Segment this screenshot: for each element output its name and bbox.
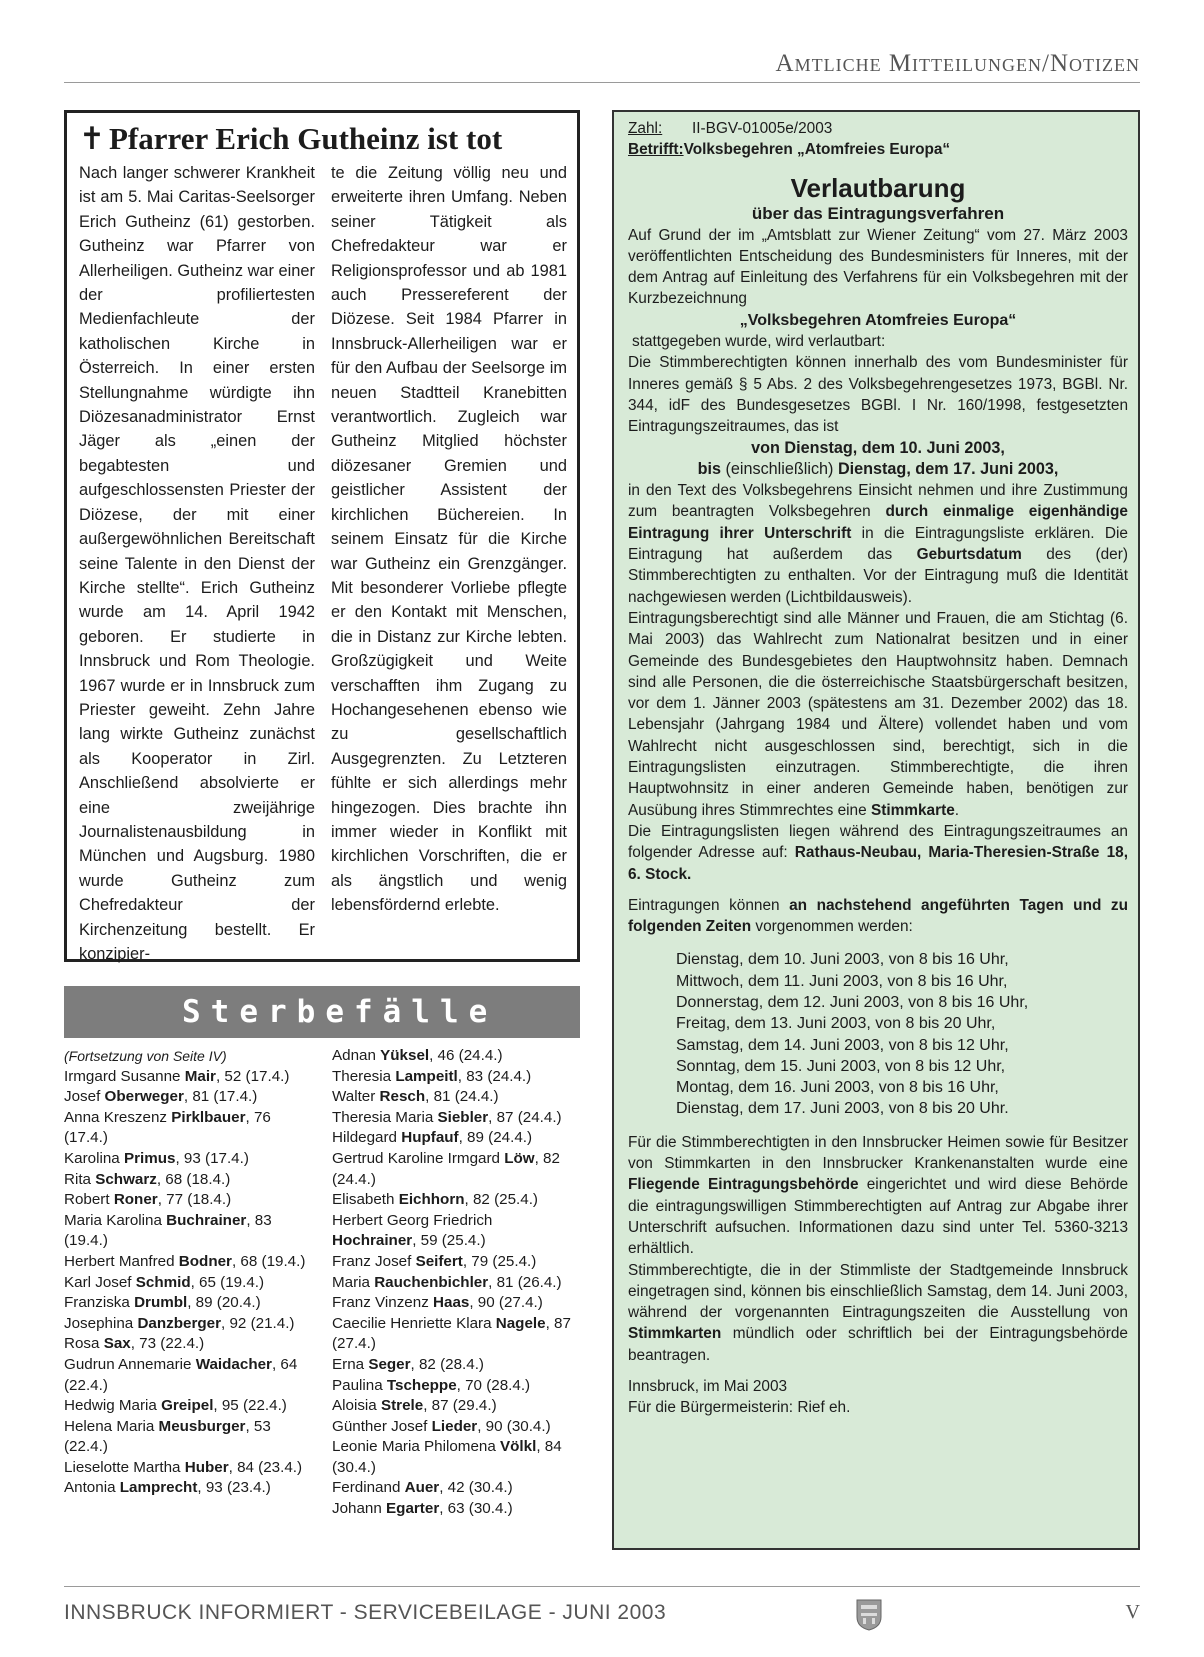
death-entry: Johann Egarter, 63 (30.4.)	[332, 1500, 513, 1518]
page-footer	[64, 1586, 1140, 1645]
registration-times	[676, 949, 1128, 1119]
period-dates: von Dienstag, dem 10. Juni 2003, bis (einschließlich) Dienstag, dem 17. Juni 2003,	[697, 438, 1059, 478]
address-paragraph: Die Eintragungslisten liegen während des Eintragungszeitraumes an folgender Adresse auf: Rathaus-Neubau, Maria-Theresien-Straße 18, 6. Stock.	[628, 822, 1128, 883]
death-entry: Irmgard Susanne Mair, 52 (17.4.)	[64, 1067, 290, 1085]
death-entry: Elisabeth Eichhorn, 82 (25.4.)	[332, 1191, 538, 1209]
death-entry: Erna Seger, 82 (28.4.)	[332, 1355, 484, 1373]
death-entry: Rita Schwarz, 68 (18.4.)	[64, 1170, 231, 1188]
death-entry: Caecilie Henriette Klara Nagele, 87 (27.4.)	[332, 1314, 571, 1353]
death-entry: Robert Roner, 77 (18.4.)	[64, 1191, 232, 1209]
time-slot: Donnerstag, dem 12. Juni 2003, von 8 bis 16 Uhr,	[676, 993, 1029, 1011]
death-entry: Karolina Primus, 93 (17.4.)	[64, 1149, 249, 1167]
time-slot: Mittwoch, dem 11. Juni 2003, von 8 bis 16 Uhr,	[676, 972, 1008, 990]
signing-paragraph: in den Text des Volksbegehrens Einsicht nehmen und ihre Zustimmung zum beantragten Volksbegehren durch einmalige eigenhändige Eintragung ihrer Unterschrift in die Eintragungsliste erklären. Die Eintragung hat außerdem das Geburtsdatum des (der) Stimmberechtigten zu enthalten. Vor der Eintragung muß die Identität nachgewiesen werden (Lichtbildausweis).	[628, 482, 1128, 606]
death-entry: Lieselotte Martha Huber, 84 (23.4.)	[64, 1458, 303, 1476]
death-entry: Ferdinand Auer, 42 (30.4.)	[332, 1479, 513, 1497]
death-entry: Leonie Maria Philomena Völkl, 84 (30.4.)	[332, 1438, 562, 1476]
voting-cards-paragraph: Stimmberechtigte, die in der Stimmliste der Stadtgemeinde Innsbruck eingetragen sind, können bis einschließlich Samstag, dem 14. Juni 2003, während der vorgenannten Eintragungszeiten die Ausstellung von Stimmkarten mündlich oder schriftlich bei der Eintragungsbehörde beantragen.	[628, 1261, 1128, 1364]
death-entry: Anna Kreszenz Pirklbauer, 76 (17.4.)	[64, 1108, 271, 1147]
death-entry: Hildegard Hupfauf, 89 (24.4.)	[332, 1129, 533, 1147]
page-number: V	[1125, 1601, 1140, 1623]
mobile-authority-paragraph: Für die Stimmberechtigten in den Innsbrucker Heimen sowie für Besitzer von Stimmkarten in den Innsbrucker Krankenanstalten wurde eine Fliegende Eintragungsbehörde eingerichtet und wird diese Behörde die eintragungswilligen Stimmberechtigten auf Antrag zur Abgabe ihrer Unterschrift aufsuchen. Informationen dazu sind unter Tel. 5360-3213 erhältlich.	[628, 1133, 1129, 1258]
page-header	[64, 48, 1140, 83]
obituary-column-2: te die Zeitung völlig neu und erweiterte ihren Umfang. Neben seiner Tätigkeit als Chefredakteur war er Religionsprofessor und ab 1981 auch Pressereferent der Diözese. Seit 1984 Pfarrer in Innsbruck-Allerheiligen war er für den Aufbau der Seelsorge im neuen Stadtteil Kranebitten verantwortlich. Zugleich war Gutheinz Mitglied höchster diözesaner Gremien und geistlicher Assistent der kirchlichen Büchereien. In seinem Einsatz für die Kirche war Gutheinz ein Grenzgänger. Mit besonderer Vorliebe pflegte er den Kontakt mit Menschen, die in Distanz zur Kirche lebten. Großzügigkeit und Weite verschafften ihm Zugang zu Hochangesehenen ebenso wie zu gesellschaftlich Ausgegrenzten. Zu Letzteren fühlte er sich allerdings mehr hingezogen. Dies brachte ihn immer wieder in Konflikt mit kirchlichen Vorschriften, die er als ängstlich und wenig lebensfördernd erlebte.	[331, 164, 567, 915]
announcement-subheading: über das Eintragungsverfahren	[751, 203, 1005, 223]
time-slot: Montag, dem 16. Juni 2003, von 8 bis 16 Uhr,	[676, 1079, 999, 1097]
deaths-column-1	[64, 1046, 312, 1520]
death-entry: Josef Oberweger, 81 (17.4.)	[64, 1088, 258, 1106]
death-entry: Günther Josef Lieder, 90 (30.4.)	[332, 1417, 551, 1435]
time-slot: Freitag, dem 13. Juni 2003, von 8 bis 20 Uhr,	[676, 1015, 996, 1033]
obituary-title: ✝ Pfarrer Erich Gutheinz ist tot	[79, 121, 503, 156]
time-slot: Dienstag, dem 10. Juni 2003, von 8 bis 16 Uhr,	[676, 951, 1009, 969]
death-entry: Paulina Tscheppe, 70 (28.4.)	[332, 1376, 531, 1394]
granted-line: stattgegeben wurde, wird verlautbart:	[632, 333, 886, 351]
death-entry: Hedwig Maria Greipel, 95 (22.4.)	[64, 1397, 287, 1415]
period-paragraph: Die Stimmberechtigten können innerhalb des vom Bundesminister für Inneres gemäß § 5 Abs. 2 des Volksbegehrengesetzes 1973, BGBl. Nr. 344, idF des Bundesgesetzes BGBl. I Nr. 160/1998, festgesetzten Eintragungszeitraumes, das ist	[628, 354, 1128, 436]
deaths-heading: Sterbefälle	[64, 986, 580, 1038]
death-entry: Herbert Georg Friedrich Hochrainer, 59 (25.4.)	[332, 1211, 493, 1250]
death-entry: Antonia Lamprecht, 93 (23.4.)	[64, 1479, 271, 1497]
death-entry: Adnan Yüksel, 46 (24.4.)	[332, 1047, 503, 1064]
deaths-column-2	[332, 1046, 580, 1520]
death-entry: Karl Josef Schmid, 65 (19.4.)	[64, 1273, 265, 1291]
death-entry: Walter Resch, 81 (24.4.)	[332, 1088, 499, 1106]
cross-icon: ✝	[79, 121, 105, 156]
death-entry: Herbert Manfred Bodner, 68 (19.4.)	[64, 1252, 306, 1270]
place-date: Innsbruck, im Mai 2003	[628, 1378, 788, 1396]
death-entry: Maria Karolina Buchrainer, 83 (19.4.)	[64, 1211, 272, 1250]
innsbruck-coat-of-arms-icon	[856, 1599, 882, 1631]
time-slot: Sonntag, dem 15. Juni 2003, von 8 bis 12 Uhr,	[676, 1057, 1006, 1075]
death-entry: Gudrun Annemarie Waidacher, 64 (22.4.)	[64, 1355, 298, 1394]
death-entry: Rosa Sax, 73 (22.4.)	[64, 1335, 205, 1353]
signature: Für die Bürgermeisterin: Rief eh.	[628, 1399, 851, 1417]
continuation-note: (Fortsetzung von Seite IV)	[64, 1048, 227, 1064]
obituary-column-1: Nach langer schwerer Krankheit ist am 5. Mai Caritas-Seelsorger Erich Gutheinz (61) gestorben. Gutheinz war Pfarrer von Allerheiligen. Gutheinz war einer der profiliertesten Medienfachleute der katholischen Kirche in Österreich. In einer ersten Stellungnahme würdigte ihn Diözesanadministrator Ernst Jäger als „einen der begabtesten und aufgeschlossensten Priester der Diözese, der mit einer außergewöhnlichen Bereitschaft seine Talente in den Dienst der Kirche stellte“. Erich Gutheinz wurde am 14. April 1942 geboren. Er studierte in Innsbruck und Rom Theologie. 1967 wurde er in Innsbruck zum Priester geweiht. Zehn Jahre lang wirkte Gutheinz zunächst als Kooperator in Zirl. Anschließend absolvierte er eine zweijährige Journalistenausbildung in München und Augsburg. 1980 wurde Gutheinz zum Chefredakteur der Kirchenzeitung bestellt. Er konzipier-	[79, 164, 315, 963]
times-intro: Eintragungen können an nachstehend angeführten Tagen und zu folgenden Zeiten vorgenommen werden:	[628, 896, 1129, 936]
time-slot: Dienstag, dem 17. Juni 2003, von 8 bis 20 Uhr.	[676, 1100, 1009, 1118]
death-entry: Franz Vinzenz Haas, 90 (27.4.)	[332, 1294, 543, 1312]
subject-line: Betrifft:Volksbegehren „Atomfreies Europa“	[628, 141, 951, 159]
reference-number: Zahl: II-BGV-01005e/2003	[628, 120, 833, 137]
obituary-box	[64, 110, 580, 962]
death-entry: Theresia Maria Siebler, 87 (24.4.)	[332, 1108, 562, 1126]
death-entry: Helena Maria Meusburger, 53 (22.4.)	[64, 1417, 271, 1456]
deaths-list	[64, 1046, 580, 1520]
death-entry: Gertrud Karoline Irmgard Löw, 82 (24.4.)	[332, 1149, 560, 1188]
intro-paragraph: Auf Grund der im „Amtsblatt zur Wiener Zeitung“ vom 27. März 2003 veröffentlichten Entscheidung des Bundesministers für Inneres, mit der dem Antrag auf Einleitung des Verfahrens für ein Volksbegehren mit der Kurzbezeichnung	[628, 226, 1128, 308]
initiative-name: „Volksbegehren Atomfreies Europa“	[739, 311, 1017, 329]
eligibility-paragraph: Eintragungsberechtigt sind alle Männer und Frauen, die am Stichtag (6. Mai 2003) das Wahlrecht zum Nationalrat besitzen und in einer Gemeinde des Bundesgebietes den Hauptwohnsitz haben. Demnach sind alle Personen, die die österreichische Staatsbürgerschaft besitzen, vor dem 1. Jänner 2003 (spätestens am 31. Dezember 2002) das 18. Lebensjahr (Jahrgang 1984 und Ältere) vollendet haben und vom Wahlrecht nicht ausgeschlossen sind, berechtigt, sich in die Eintragungslisten einzutragen. Stimmberechtigte, die ihren Hauptwohnsitz in einer anderen Gemeinde haben, benötigen zur Ausübung ihres Stimmrechtes eine Stimmkarte.	[628, 609, 1128, 819]
section-title: Amtliche Mitteilungen/Notizen	[775, 50, 1140, 77]
death-entry: Aloisia Strele, 87 (29.4.)	[332, 1397, 497, 1415]
death-entry: Josephina Danzberger, 92 (21.4.)	[64, 1314, 295, 1332]
announcement-heading: Verlautbarung	[790, 172, 966, 203]
announcement-box	[612, 110, 1140, 1550]
death-entry: Franz Josef Seifert, 79 (25.4.)	[332, 1252, 537, 1270]
publication-title: INNSBRUCK INFORMIERT - SERVICEBEILAGE - JUNI 2003	[64, 1601, 667, 1624]
death-entry: Maria Rauchenbichler, 81 (26.4.)	[332, 1273, 562, 1291]
death-entry: Franziska Drumbl, 89 (20.4.)	[64, 1294, 261, 1312]
time-slot: Samstag, dem 14. Juni 2003, von 8 bis 12 Uhr,	[676, 1036, 1009, 1054]
death-entry: Theresia Lampeitl, 83 (24.4.)	[332, 1067, 532, 1085]
